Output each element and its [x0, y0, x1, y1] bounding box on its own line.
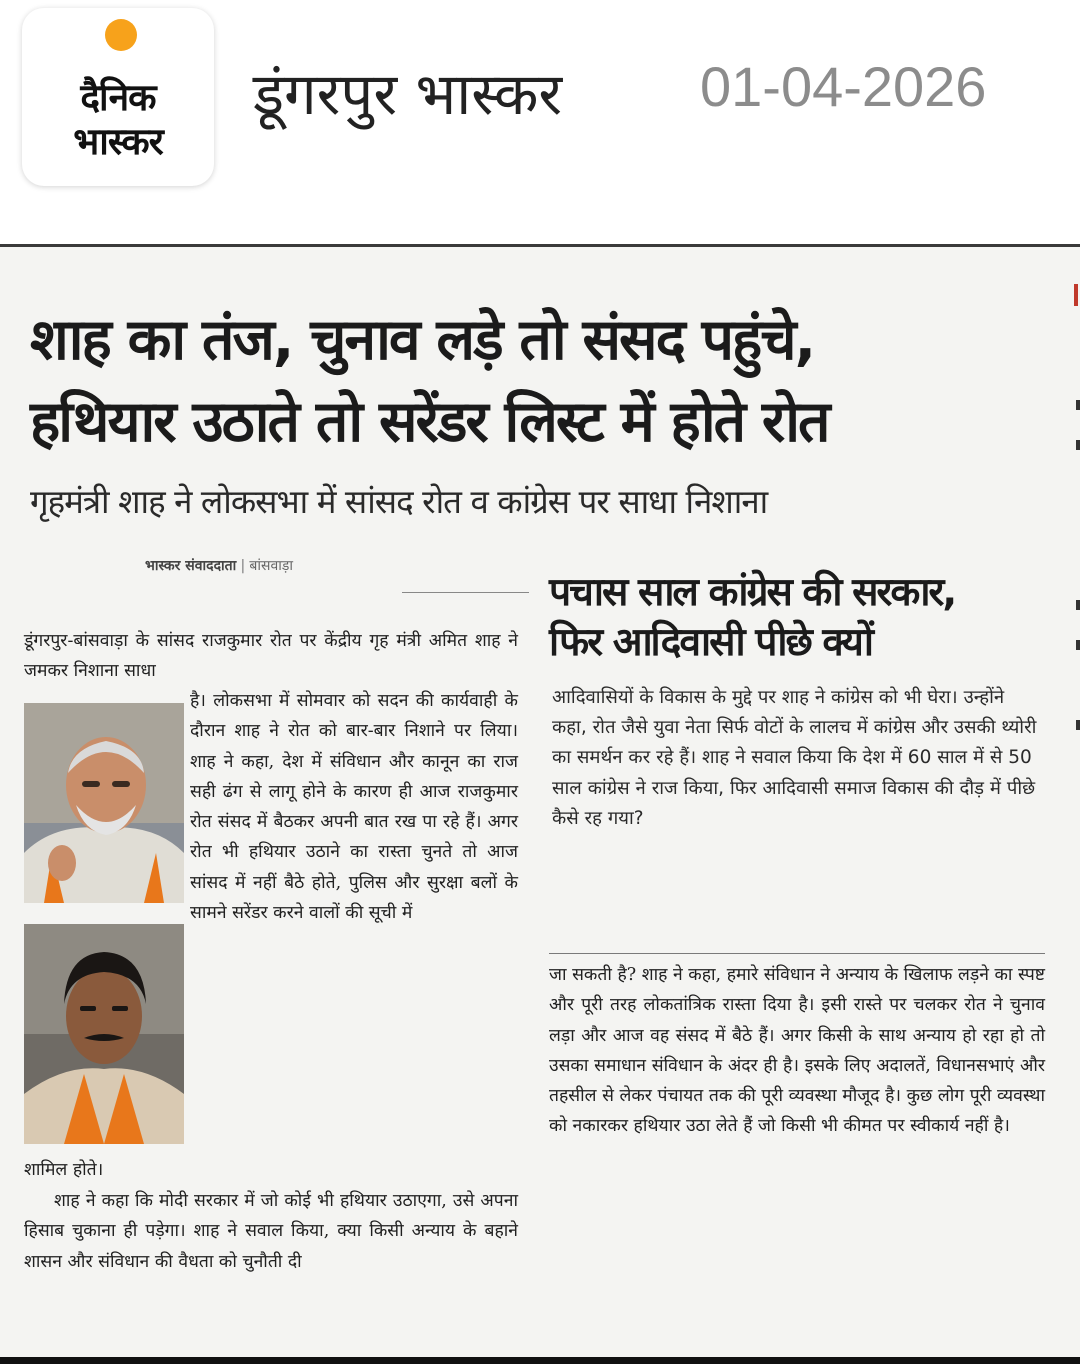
subheadline: गृहमंत्री शाह ने लोकसभा में सांसद रोत व कांग्रेस पर साधा निशाना	[30, 482, 768, 521]
adjacent-column-edge	[1076, 600, 1080, 610]
headline-line-2: हथियार उठाते तो सरेंडर लिस्ट में होते रोत	[30, 389, 829, 455]
adjacent-column-edge	[1076, 720, 1080, 730]
adjacent-column-edge	[1074, 284, 1078, 306]
headline-line-1: शाह का तंज, चुनाव लड़े तो संसद पहुंचे,	[30, 307, 815, 373]
paragraph-3: जा सकती है? शाह ने कहा, हमारे संविधान ने अन्याय के खिलाफ लड़ने का स्पष्ट और पूरी तरह लोकतांत्रिक रास्ता दिया है। इसी रास्ते पर चलकर रोत ने चुनाव लड़ा और आज वह संसद में बैठे हैं। अगर किसी के साथ अन्याय हो रहा हो तो उसका समाधान संविधान के अंदर ही है। इसके लिए अदालतें, विधानसभाएं और तहसील से लेकर पंचायत तक की पूरी व्यवस्था मौजूद है। कुछ लोग पूरी व्यवस्था को नकारकर हथियार उठा लेते हैं जो किसी भी कीमत पर स्वीकार्य नहीं है।	[549, 965, 1045, 1137]
dainik-bhaskar-logo	[22, 8, 214, 186]
adjacent-column-edge	[1076, 400, 1080, 410]
logo-text-line2: भास्कर	[73, 120, 163, 163]
masthead	[0, 0, 1080, 246]
rajkumar-roat-photo	[24, 924, 184, 1144]
byline: भास्कर संवाददाता | बांसवाड़ा	[145, 558, 293, 574]
logo-text-line1: दैनिक	[80, 76, 156, 119]
paragraph-2: शाह ने कहा कि मोदी सरकार में जो कोई भी हथियार उठाएगा, उसे अपना हिसाब चुकाना ही पड़ेगा। शाह ने सवाल किया, क्या किसी अन्याय के बहाने शासन और संविधान की वैधता को चुनौती दी	[24, 1191, 518, 1272]
amit-shah-photo	[24, 703, 184, 903]
side-headline-line-1: पचास साल कांग्रेस की सरकार,	[549, 570, 956, 615]
paragraph-1-lead: डूंगरपुर-बांसवाड़ा के सांसद राजकुमार रोत पर केंद्रीय गृह मंत्री अमित शाह ने जमकर निशाना साधा	[24, 631, 518, 682]
edition-name: डूंगरपुर भास्कर	[253, 60, 563, 128]
paragraph-1-end: शामिल होते।	[24, 1160, 104, 1180]
side-headline-line-2: फिर आदिवासी पीछे क्यों	[549, 620, 872, 665]
masthead-divider	[0, 244, 1080, 247]
adjacent-column-edge	[1076, 440, 1080, 450]
byline-reporter: भास्कर संवाददाता	[145, 558, 237, 574]
paragraph-1-wrap: है। लोकसभा में सोमवार को सदन की कार्यवाही के दौरान शाह ने रोत को बार-बार निशाने पर लिया। शाह ने कहा, देश में संविधान और कानून का राज सही ढंग से लागू होने के कारण ही आज राजकुमार रोत संसद में बैठकर अपनी बात रख पा रहे हैं। अगर रोत भी हथियार उठाने का रास्ता चुनते तो आज सांसद में नहीं बैठे होते, पुलिस और सुरक्षा बलों के सामने सरेंडर करने वालों की सूची में	[190, 691, 518, 924]
bottom-border	[0, 1357, 1080, 1364]
side-divider	[549, 953, 1045, 954]
adjacent-column-edge	[1076, 640, 1080, 650]
edition-date: 01-04-2026	[700, 55, 987, 118]
byline-divider	[402, 592, 529, 593]
sun-icon	[104, 18, 138, 52]
side-paragraph: आदिवासियों के विकास के मुद्दे पर शाह ने कांग्रेस को भी घेरा। उन्होंने कहा, रोत जैसे युवा नेता सिर्फ वोटों के लालच में कांग्रेस और उसकी थ्योरी का समर्थन कर रहे हैं। शाह ने सवाल किया कि देश में 60 साल में से 50 साल कांग्रेस ने राज किया, फिर आदिवासी समाज विकास की दौड़ में पीछे कैसे रह गया?	[552, 687, 1037, 829]
byline-place: बांसवाड़ा	[249, 558, 293, 574]
